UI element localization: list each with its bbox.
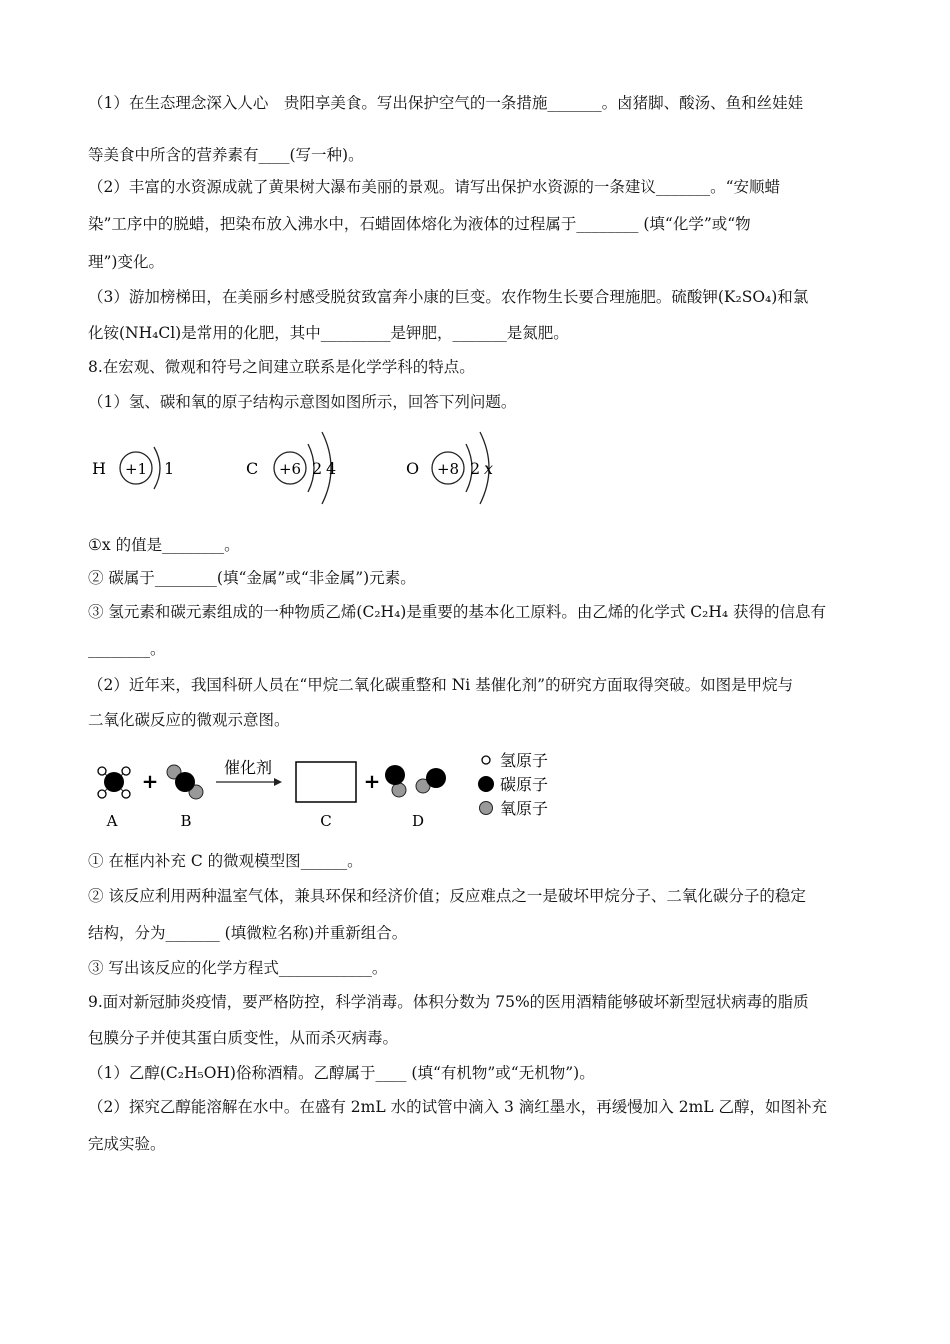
nucleus-charge: +6 <box>278 460 302 478</box>
legend-label: 氧原子 <box>500 799 549 818</box>
text-line: ________。 <box>88 640 166 658</box>
atom-symbol: H <box>92 459 106 478</box>
legend <box>478 751 548 818</box>
text-line: 染”工序中的脱蜡，把染布放入沸水中，石蜡固体熔化为液体的过程属于________ (填“化学”或“物 <box>88 215 751 233</box>
text-line: （2）近年来，我国科研人员在“甲烷二氧化碳重整和 Ni 基催化剂”的研究方面取得突破。如图是甲烷与 <box>88 676 794 694</box>
electron-count: 2 <box>312 459 323 478</box>
carbon-dioxide-molecule <box>167 765 203 799</box>
text-line: （3）游加榜梯田，在美丽乡村感受脱贫致富奔小康的巨变。农作物生长要合理施肥。硫酸钾(K₂SO₄)和氯 <box>88 288 809 306</box>
arrow-icon <box>274 778 282 786</box>
text-line: （1）在生态理念深入人心 贵阳享美食。写出保护空气的一条措施_______。卤猪脚、酸汤、鱼和丝娃娃 <box>88 94 804 112</box>
text-line: 二氧化碳反应的微观示意图。 <box>88 711 290 729</box>
atom-symbol: O <box>406 459 420 478</box>
atom-symbol: C <box>246 459 259 478</box>
hydrogen-atom <box>92 447 174 489</box>
text-line: ① 在框内补充 C 的微观模型图______。 <box>88 852 363 870</box>
text-line: （2）探究乙醇能溶解在水中。在盛有 2mL 水的试管中滴入 3 滴红墨水，再缓慢加入 2mL 乙醇，如图补充 <box>88 1098 827 1116</box>
text-line: ③ 写出该反应的化学方程式____________。 <box>88 959 388 977</box>
legend-label: 碳原子 <box>500 775 549 794</box>
reaction-diagram <box>90 746 570 832</box>
question-8-stem: 8.在宏观、微观和符号之间建立联系是化学学科的特点。 <box>88 358 475 376</box>
carbon-monoxide-molecule <box>385 765 406 797</box>
molecule-label: C <box>320 812 332 830</box>
nucleus-charge: +1 <box>124 460 148 478</box>
text-line: （2）丰富的水资源成就了黄果树大瀑布美丽的景观。请写出保护水资源的一条建议_______。“安顺蜡 <box>88 178 781 196</box>
text-line: （1）乙醇(C₂H₅OH)俗称酒精。乙醇属于____ (填“有机物”或“无机物”)。 <box>88 1064 595 1082</box>
text-line: 包膜分子并使其蛋白质变性，从而杀灭病毒。 <box>88 1029 399 1047</box>
nucleus-charge: +8 <box>436 460 460 478</box>
oxygen-atom <box>406 432 493 504</box>
plus-sign: + <box>363 769 381 793</box>
atom-structure-diagram <box>84 422 524 518</box>
plus-sign: + <box>141 769 159 793</box>
text-line: ①x 的值是________。 <box>88 536 240 554</box>
text-line: 完成实验。 <box>88 1135 166 1153</box>
methane-molecule <box>98 767 130 798</box>
legend-label: 氢原子 <box>500 751 549 770</box>
molecule-label: B <box>180 812 192 830</box>
text-line: ② 该反应利用两种温室气体，兼具环保和经济价值；反应难点之一是破坏甲烷分子、二氧化碳分子的稳定 <box>88 887 806 905</box>
electron-count: 2 <box>470 459 481 478</box>
molecule-label: A <box>106 812 118 830</box>
electron-count: 4 <box>326 459 337 478</box>
carbon-atom-icon <box>478 776 494 792</box>
electron-count: 1 <box>164 459 175 478</box>
molecule-label: D <box>411 812 425 830</box>
text-line: 等美食中所含的营养素有____(写一种)。 <box>88 146 364 164</box>
answer-box[interactable] <box>296 762 356 802</box>
text-line: （1）氢、碳和氧的原子结构示意图如图所示，回答下列问题。 <box>88 393 517 411</box>
electron-count: x <box>484 459 494 478</box>
oxygen-atom-icon <box>480 802 493 815</box>
carbon-atom <box>246 432 336 504</box>
text-line: 化铵(NH₄Cl)是常用的化肥，其中_________是钾肥，_______是氮肥。 <box>88 324 569 342</box>
text-line: ③ 氢元素和碳元素组成的一种物质乙烯(C₂H₄)是重要的基本化工原料。由乙烯的化学式 C₂H₄ 获得的信息有 <box>88 603 826 621</box>
catalyst-label: 催化剂 <box>223 758 273 777</box>
carbon-monoxide-molecule <box>416 768 446 793</box>
hydrogen-atom-icon <box>482 756 490 764</box>
text-line: 理”)变化。 <box>88 253 164 271</box>
text-line: ② 碳属于________(填“金属”或“非金属”)元素。 <box>88 569 416 587</box>
text-line: 结构，分为_______ (填微粒名称)并重新组合。 <box>88 924 408 942</box>
question-9-stem: 9.面对新冠肺炎疫情，要严格防控，科学消毒。体积分数为 75%的医用酒精能够破坏新型冠状病毒的脂质 <box>88 993 809 1011</box>
